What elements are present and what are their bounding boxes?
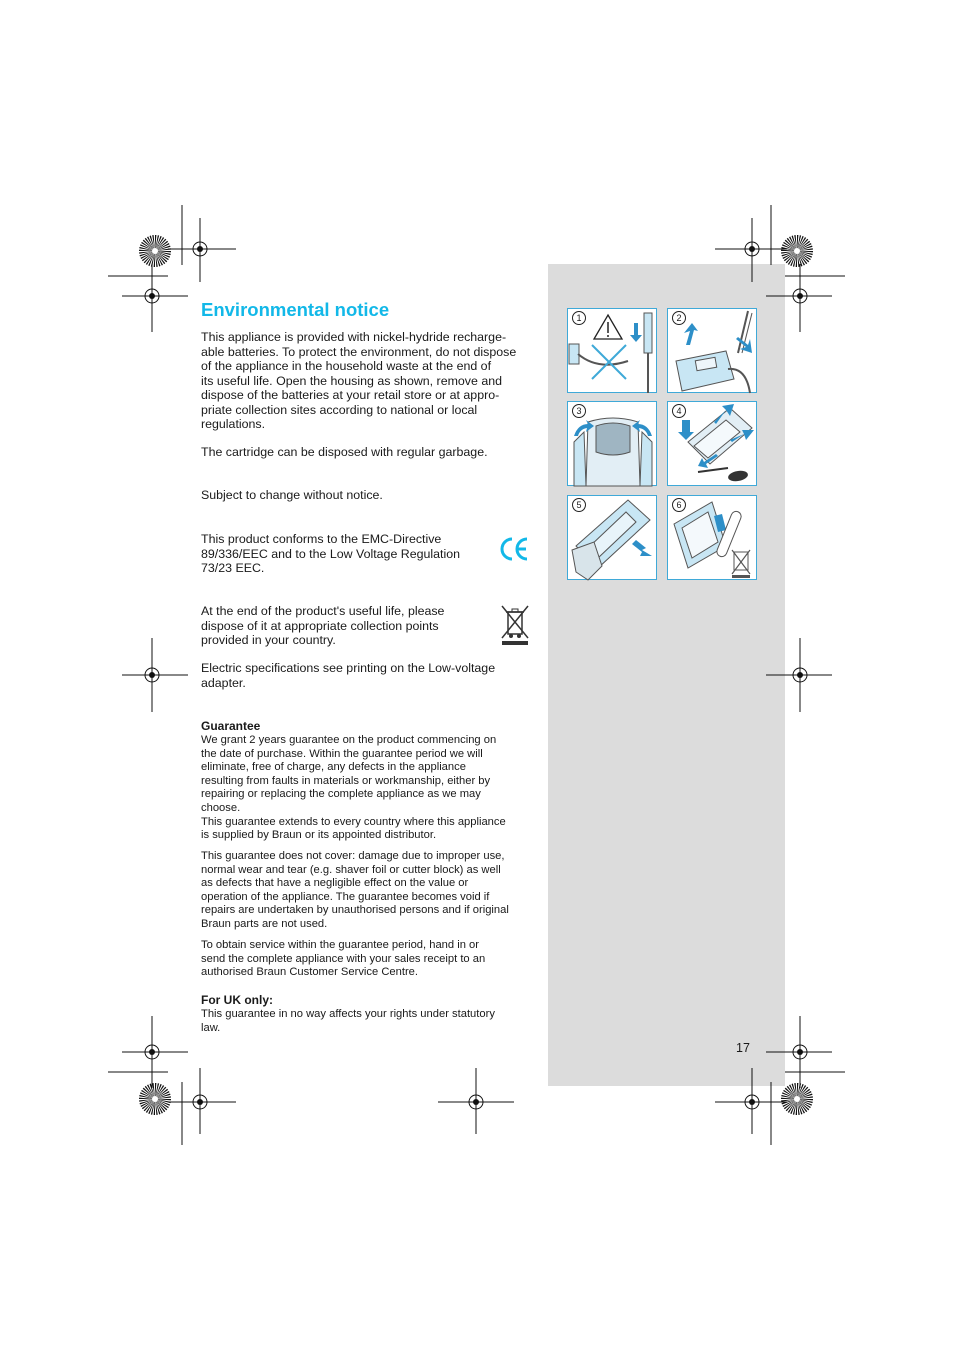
guarantee-paragraph-3: To obtain service within the guarantee period, hand in or send the complete appliance with your sales receipt to an authorised Braun Customer Service Centre. [201,939,486,979]
step-number-3: 3 [572,404,586,418]
registration-starburst-center [794,1096,800,1102]
registration-starburst-center [794,248,800,254]
registration-starburst-center [152,1096,158,1102]
uk-heading: For UK only: [201,993,273,1007]
step-number-5: 5 [572,498,586,512]
page-number: 17 [736,1041,750,1055]
step-number-6: 6 [672,498,686,512]
registration-starburst-center [152,248,158,254]
guarantee-paragraph-1: We grant 2 years guarantee on the product commencing on the date of purchase. Within the guarantee period we will eliminate, free of charge, any defects in the appliance resulting from faults in materials or workmanship, either by repairing or replacing the complete appliance as we may choose. This guarantee extends to every country where this appliance is supplied by Braun or its appointed distributor. [201,734,506,842]
uk-text: This guarantee in no way affects your rights under statutory law. [201,1008,495,1034]
end-of-life-paragraph: At the end of the product's useful life, please dispose of it at appropriate collection points provided in your country. [201,604,445,647]
subject-text: Subject to change without notice. [201,488,383,502]
step-number-2: 2 [672,311,686,325]
emc-paragraph: This product conforms to the EMC-Directive 89/336/EEC and to the Low Voltage Regulation 73/23 EEC. [201,532,461,575]
electric-specifications: Electric specifications see printing on the Low-voltage adapter. [201,661,496,690]
environment-paragraph: This appliance is provided with nickel-hydride recharge- able batteries. To protect the environment, do not dispose of the appliance in the household waste at the end of its useful life. Open the housing as shown, remove and dispose of the batteries at your retail store or at appro- priate collection sites according to national or local regulations. [201,330,517,431]
step-number-4: 4 [672,404,686,418]
step-number-1: 1 [572,311,586,325]
guarantee-heading: Guarantee [201,719,261,733]
guarantee-paragraph-2: This guarantee does not cover: damage due to improper use, normal wear and tear (e.g. shaver foil or cutter block) as well as defects that have a negligible effect on the value or operation of the appliance. The guarantee becomes void if repairs are undertaken by unauthorised persons and if original Braun parts are not used. [201,850,509,930]
cartridge-text: The cartridge can be disposed with regular garbage. [201,445,488,459]
page-title: Environmental notice [201,299,390,320]
